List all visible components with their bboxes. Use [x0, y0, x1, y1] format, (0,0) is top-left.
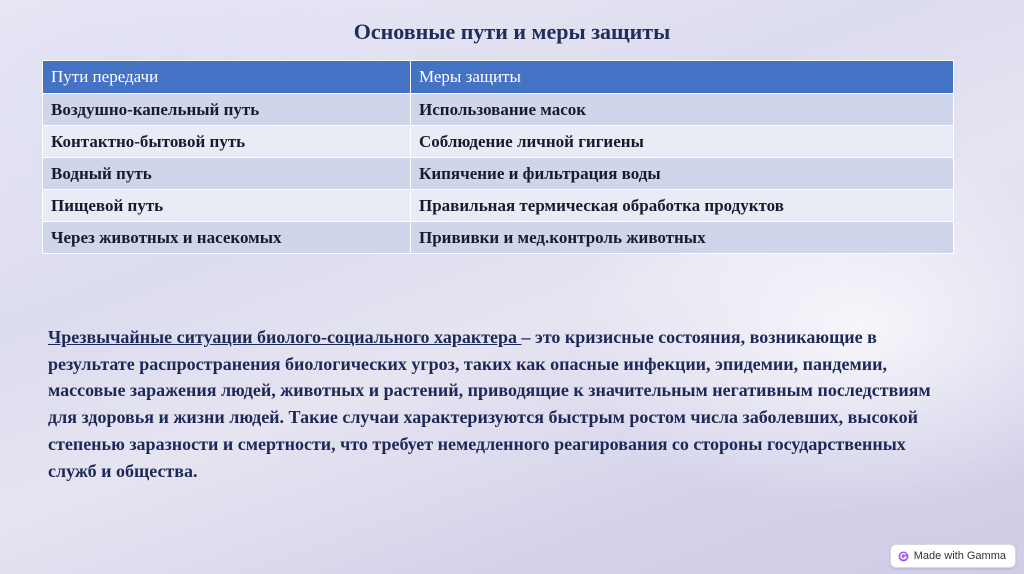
route-cell: Воздушно-капельный путь — [43, 94, 411, 126]
column-header-routes: Пути передачи — [43, 61, 411, 94]
table-row — [43, 158, 954, 190]
transmission-table — [42, 60, 953, 254]
table-header-row — [43, 61, 954, 94]
route-cell: Пищевой путь — [43, 190, 411, 222]
measure-cell: Прививки и мед.контроль животных — [411, 222, 954, 254]
route-cell: Водный путь — [43, 158, 411, 190]
table-row — [43, 94, 954, 126]
measure-cell: Правильная термическая обработка продуктов — [411, 190, 954, 222]
definition-term: Чрезвычайные ситуации биолого-социального характера — [48, 327, 522, 347]
slide-title: Основные пути и меры защиты — [353, 19, 671, 44]
made-with-gamma-badge[interactable] — [890, 544, 1016, 568]
table-row — [43, 222, 954, 254]
definition-paragraph — [48, 324, 938, 484]
measure-cell: Кипячение и фильтрация воды — [411, 158, 954, 190]
measure-cell: Использование масок — [411, 94, 954, 126]
table-row — [43, 190, 954, 222]
route-cell: Через животных и насекомых — [43, 222, 411, 254]
measure-cell: Соблюдение личной гигиены — [411, 126, 954, 158]
route-cell: Контактно-бытовой путь — [43, 126, 411, 158]
badge-label: Made with Gamma — [913, 550, 1006, 562]
column-header-measures: Меры защиты — [411, 61, 954, 94]
gamma-logo-icon — [898, 551, 909, 562]
definition-text: – это кризисные состояния, возникающие в результате распространения биологических угроз, таких как опасные инфекции, эпидемии, пандемии, массовые заражения людей, животных и растений, приводящие к значительным негативным последствиям для здоровья и жизни людей. Такие случаи характеризуются быстрым ростом числа заболевших, высокой степенью заразности и смертности, что требует немедленного реагирования со стороны государственных служб и общества. — [48, 327, 931, 481]
table-row — [43, 126, 954, 158]
